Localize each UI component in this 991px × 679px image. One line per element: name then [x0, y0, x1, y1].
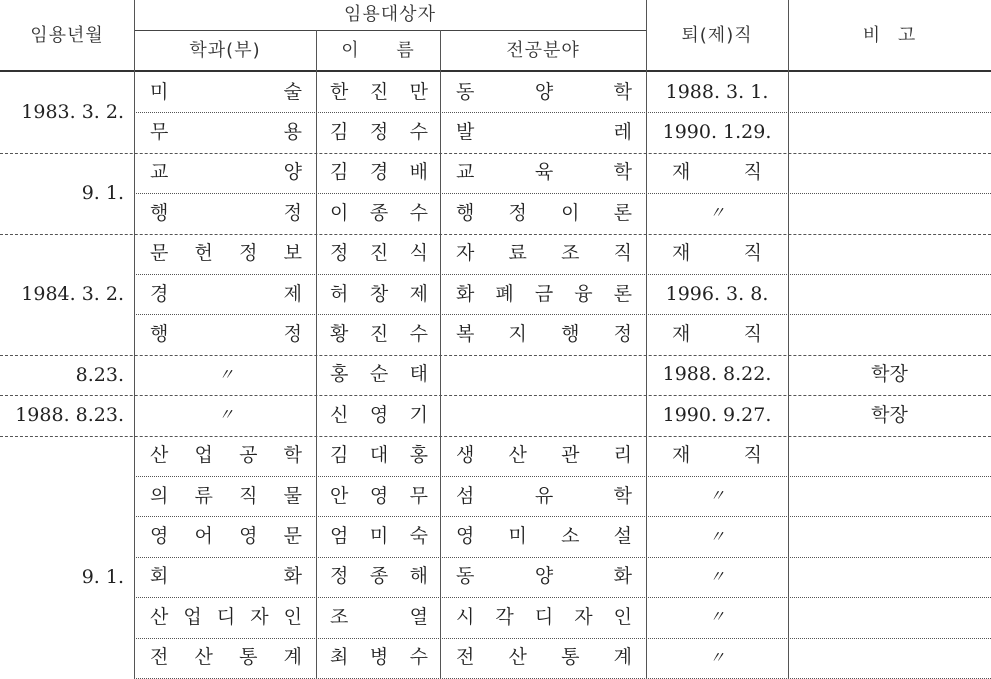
note-cell — [788, 274, 991, 314]
note-cell: 학장 — [871, 363, 908, 386]
major-cell: 시 각 디 자 인 — [456, 605, 632, 628]
dept-cell: 〃 — [217, 405, 234, 425]
header-retire: 퇴(제)직 — [681, 25, 753, 46]
name-cell: 한 진 만 — [330, 80, 428, 103]
dept-cell: 회 화 — [150, 565, 302, 588]
note-cell — [788, 234, 991, 274]
date-cell: 9. 1. — [81, 181, 124, 204]
major-cell: 섬 유 학 — [456, 484, 632, 507]
note-cell — [788, 72, 991, 112]
note-cell — [788, 476, 991, 516]
date-cell: 1983. 3. 2. — [21, 100, 124, 123]
retire-cell: 〃 — [708, 203, 725, 223]
dept-cell: 산 업 디 자 인 — [150, 605, 302, 628]
header-major: 전공분야 — [506, 40, 580, 61]
name-cell: 정 진 식 — [330, 242, 428, 265]
name-cell: 황 진 수 — [330, 323, 428, 346]
retire-cell: 재 직 — [672, 242, 762, 265]
name-cell: 엄 미 숙 — [330, 525, 428, 548]
major-cell: 교 육 학 — [456, 161, 632, 184]
retire-cell: 1990. 1.29. — [662, 121, 772, 144]
name-cell: 신 영 기 — [330, 403, 428, 426]
retire-cell: 〃 — [708, 607, 725, 627]
major-cell: 생 산 관 리 — [456, 444, 632, 467]
dept-cell: 교 양 — [150, 161, 302, 184]
major-cell — [456, 395, 632, 435]
name-cell: 최 병 수 — [330, 646, 428, 669]
date-cell: 1984. 3. 2. — [21, 282, 124, 305]
major-cell: 화 폐 금 융 론 — [456, 282, 632, 305]
retire-cell: 〃 — [708, 526, 725, 546]
retire-cell: 1990. 9.27. — [662, 403, 772, 426]
dept-cell: 문 헌 정 보 — [150, 242, 302, 265]
note-cell — [788, 436, 991, 476]
major-cell: 동 양 학 — [456, 80, 632, 103]
name-cell: 김 정 수 — [330, 121, 428, 144]
note-cell — [788, 314, 991, 354]
major-cell: 행 정 이 론 — [456, 201, 632, 224]
major-cell: 복 지 행 정 — [456, 323, 632, 346]
major-cell: 동 양 화 — [456, 565, 632, 588]
retire-cell: 1988. 3. 1. — [665, 80, 769, 103]
dept-cell: 행 정 — [150, 201, 302, 224]
dept-cell: 〃 — [217, 364, 234, 384]
retire-cell: 재 직 — [672, 323, 762, 346]
note-cell — [788, 597, 991, 637]
dept-cell: 경 제 — [150, 282, 302, 305]
name-cell: 안 영 무 — [330, 484, 428, 507]
major-cell: 자 료 조 직 — [456, 242, 632, 265]
header-date: 임용년월 — [30, 25, 104, 46]
date-cell: 8.23. — [75, 363, 124, 386]
dept-cell: 의 류 직 물 — [150, 484, 302, 507]
name-cell: 조 열 — [330, 605, 428, 628]
retire-cell: 〃 — [708, 486, 725, 506]
retire-cell: 〃 — [708, 566, 725, 586]
header-dept: 학과(부) — [189, 40, 261, 61]
dept-cell: 미 술 — [150, 80, 302, 103]
header-note: 비 고 — [862, 25, 917, 46]
date-cell: 1988. 8.23. — [15, 403, 124, 426]
dept-cell: 전 산 통 계 — [150, 646, 302, 669]
dept-cell: 산 업 공 학 — [150, 444, 302, 467]
major-cell — [456, 355, 632, 395]
retire-cell: 〃 — [708, 647, 725, 667]
note-cell — [788, 638, 991, 678]
major-cell: 전 산 통 계 — [456, 646, 632, 669]
header-name: 이 름 — [341, 40, 415, 61]
date-cell: 9. 1. — [81, 565, 124, 588]
retire-cell: 재 직 — [672, 161, 762, 184]
header-appointee-group: 임용대상자 — [344, 4, 436, 25]
name-cell: 홍 순 태 — [330, 363, 428, 386]
dept-cell: 무 용 — [150, 121, 302, 144]
major-cell: 영 미 소 설 — [456, 525, 632, 548]
note-cell: 학장 — [871, 403, 908, 426]
note-cell — [788, 557, 991, 597]
retire-cell: 재 직 — [672, 444, 762, 467]
major-cell: 발 레 — [456, 121, 632, 144]
note-cell — [788, 193, 991, 233]
note-cell — [788, 516, 991, 556]
retire-cell: 1996. 3. 8. — [665, 282, 769, 305]
note-cell — [788, 153, 991, 193]
name-cell: 허 창 제 — [330, 282, 428, 305]
dept-cell: 행 정 — [150, 323, 302, 346]
name-cell: 이 종 수 — [330, 201, 428, 224]
note-cell — [788, 112, 991, 152]
name-cell: 정 종 해 — [330, 565, 428, 588]
name-cell: 김 경 배 — [330, 161, 428, 184]
name-cell: 김 대 홍 — [330, 444, 428, 467]
dept-cell: 영 어 영 문 — [150, 525, 302, 548]
retire-cell: 1988. 8.22. — [662, 363, 772, 386]
